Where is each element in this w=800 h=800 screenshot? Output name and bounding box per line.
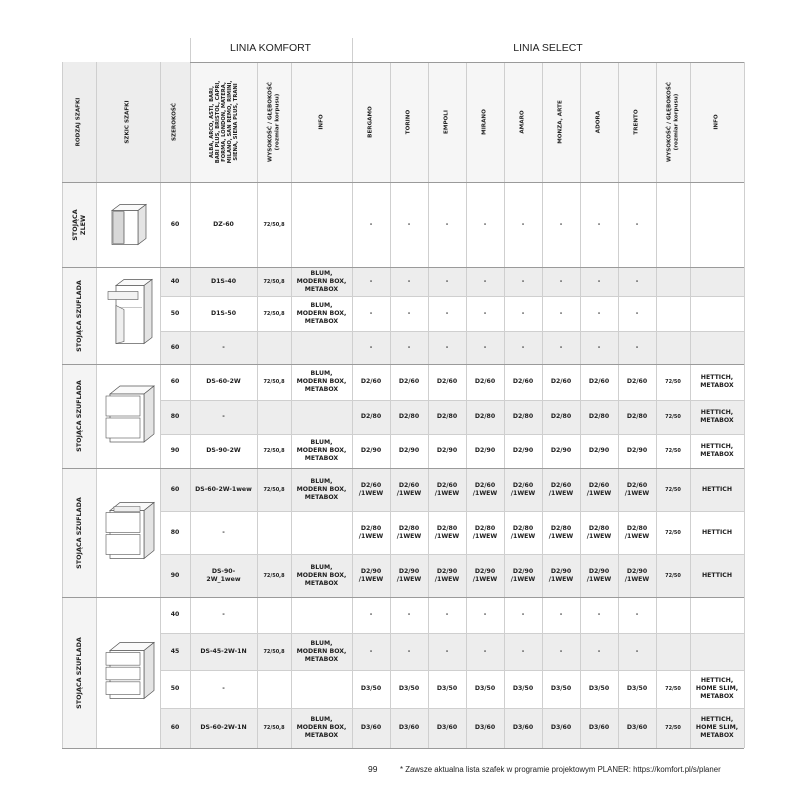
group-type-cell [62,267,96,364]
cell-komfort-info: BLUM, MODERN BOX, METABOX [296,563,347,587]
column-header-label: AMARO [519,110,526,134]
cell-komfort-size: 72/50,8 [263,379,285,385]
cell-select-code: D3/50 [436,685,458,692]
cell-select-info [690,267,744,296]
cell-select-code: - [407,611,411,618]
cell-select-info: HETTICH, METABOX [700,374,734,389]
cell-select-code: D2/60 [512,378,534,385]
cell-select-info [690,182,744,267]
cell-select-code: D2/60 [626,378,648,385]
cell-komfort-size: 72/50,8 [263,310,285,317]
cell-select-code: - [369,611,373,618]
header-group-komfort: LINIA KOMFORT [230,42,311,54]
cell-komfort-code: - [222,343,225,351]
cell-komfort-size [257,670,291,708]
column-header [96,62,160,182]
cell-select-code: D2/90 [512,447,534,454]
cell-select-code: D2/90 /1WEW [548,567,574,583]
cell-komfort-code: DS-60-2W-1N [200,724,247,731]
cell-komfort-info [291,597,352,633]
group-type-label: STOJĄCA SZUFLADA [75,496,83,569]
cell-select-size: 72/50 [665,379,681,385]
column-header [352,62,390,182]
cell-select-code: D2/60 /1WEW [510,481,536,497]
column-header-label: EMPOLI [443,110,450,134]
cell-select-size: 72/50 [665,486,681,493]
cell-select-code: - [635,309,639,317]
cell-komfort-size [257,597,291,633]
cell-width: 40 [170,611,180,618]
two-drawer-cabinet-sketch [96,364,160,468]
cell-width: 60 [170,724,180,731]
cell-select-code: - [559,277,563,285]
column-header [580,62,618,182]
cell-select-code: - [369,220,373,228]
cell-select-code: D2/80 [588,413,610,420]
cell-komfort-code: DS-90- 2W_1wew [206,567,241,583]
cell-width: 60 [170,378,180,385]
column-header-label: MIRANO [481,109,488,135]
group-type-label: STOJĄCA SZUFLADA [75,636,83,709]
cell-select-code: - [521,647,525,655]
cell-select-code: D2/80 /1WEW [510,524,536,540]
cell-select-code: D2/90 [550,447,572,454]
cell-select-info: HETTICH [701,528,732,536]
cell-select-size [656,331,690,364]
group-type-cell [62,597,96,748]
cell-select-code: D3/60 [436,724,458,731]
cell-select-code: D2/80 /1WEW [624,524,650,540]
cell-komfort-size: 72/50,8 [263,448,285,454]
cell-select-code: - [483,309,487,317]
cell-select-code: - [407,647,411,655]
cell-select-code: - [559,309,563,317]
cell-select-code: D3/50 [550,685,572,692]
cell-select-info: HETTICH, HOME SLIM, METABOX [695,677,739,700]
cell-select-code: D2/80 [360,413,382,420]
cell-komfort-info: BLUM, MODERN BOX, METABOX [296,639,347,663]
cell-select-info [690,331,744,364]
column-header-label: TRENTO [633,109,640,135]
cell-width: 90 [170,447,180,454]
cell-select-code: D2/60 [550,378,572,385]
cell-select-code: D2/60 /1WEW [472,481,498,497]
cell-select-code: D2/60 /1WEW [586,481,612,497]
sink-cabinet-sketch [96,182,160,267]
cell-select-code: D2/90 [474,447,496,454]
column-header [428,62,466,182]
cell-select-code: D2/60 /1WEW [434,481,460,497]
cell-select-size [656,633,690,670]
cell-select-code: D2/80 /1WEW [472,524,498,540]
column-header-label: ADORA [595,110,602,134]
column-header-label: INFO [318,114,325,130]
cell-width: 40 [170,277,180,285]
cell-select-code: - [635,611,639,618]
cell-select-code: D2/80 /1WEW [396,524,422,540]
cell-komfort-size [257,400,291,434]
cell-komfort-code: D1S-40 [210,277,237,285]
cell-select-code: - [635,277,639,285]
column-header-label: WYSOKOŚĆ / GŁĘBOKOŚĆ (rozmiar korpusu) [666,82,679,162]
cell-komfort-info [291,400,352,434]
cell-komfort-size: 72/50,8 [263,725,285,731]
column-header-label: SZEROKOŚĆ [171,103,178,141]
cell-select-code: - [597,647,601,655]
cell-select-code: D3/60 [512,724,534,731]
cell-select-code: - [369,647,373,655]
column-header-label: TORINO [405,109,412,135]
cell-komfort-info: BLUM, MODERN BOX, METABOX [296,269,347,293]
cell-select-size: 72/50 [665,448,681,454]
cell-select-code: D2/60 [588,378,610,385]
cell-komfort-size: 72/50,8 [263,572,285,579]
group-type-label: STOJĄCA SZUFLADA [75,380,83,452]
cell-select-code: D3/60 [626,724,648,731]
column-header [160,62,190,182]
cell-select-size [656,182,690,267]
cell-select-code: - [559,220,563,228]
cell-komfort-code: D1S-50 [210,309,237,317]
cell-select-code: - [407,277,411,285]
cell-select-info: HETTICH, METABOX [700,409,734,424]
cell-select-code: - [597,343,601,351]
cell-select-code: D2/80 /1WEW [358,524,384,540]
cell-select-code: D3/50 [398,685,420,692]
cell-select-code: D2/60 [360,378,382,385]
cell-komfort-code: DS-45-2W-1N [200,647,247,655]
cell-komfort-info [291,511,352,554]
page-number: 99 [368,764,378,774]
cell-select-info [690,633,744,670]
column-header [466,62,504,182]
cell-komfort-size: 72/50,8 [263,221,285,228]
cell-select-code: D2/60 [436,378,458,385]
cell-komfort-code: DS-60-2W [206,378,241,385]
cell-select-code: D2/80 /1WEW [548,524,574,540]
cell-select-code: - [445,647,449,655]
cell-select-code: D2/90 [360,447,382,454]
cell-select-code: D2/60 [474,378,496,385]
cell-width: 90 [170,571,180,579]
cell-select-info: HETTICH, HOME SLIM, METABOX [695,716,739,739]
cell-select-code: D3/60 [360,724,382,731]
cell-select-code: D2/80 [550,413,572,420]
cell-select-code: D3/60 [474,724,496,731]
column-header [504,62,542,182]
cell-komfort-info: BLUM, MODERN BOX, METABOX [296,439,347,462]
group-type-label: STOJĄCA ZLEW [71,208,87,241]
cell-select-code: D2/90 [588,447,610,454]
drawer-door-cabinet-sketch [96,267,160,364]
cell-select-code: - [483,220,487,228]
cell-komfort-code: - [222,685,225,692]
cell-select-code: D3/50 [360,685,382,692]
column-header-label: WYSOKOŚĆ / GŁĘBOKOŚĆ (rozmiar korpusu) [267,82,280,162]
cell-komfort-info [291,331,352,364]
cell-width: 60 [170,485,180,493]
cell-select-code: - [445,277,449,285]
cell-select-code: - [521,611,525,618]
cell-select-code: D3/50 [588,685,610,692]
cell-select-code: D2/80 [512,413,534,420]
cell-select-code: D3/60 [398,724,420,731]
cell-komfort-info [291,670,352,708]
cell-select-code: - [559,343,563,351]
column-header [690,62,744,182]
column-header-label: MONZA, ARTE [557,100,564,144]
cell-select-code: D2/90 [436,447,458,454]
cell-select-code: D2/90 /1WEW [396,567,422,583]
cell-select-code: D2/60 /1WEW [624,481,650,497]
column-header [542,62,580,182]
cell-select-code: - [483,611,487,618]
cell-width: 45 [170,647,180,655]
column-header [190,62,257,182]
cell-komfort-info [291,182,352,267]
cell-select-code: - [445,220,449,228]
cell-komfort-code: DS-60-2W-1wew [195,485,252,493]
cell-select-code: - [369,277,373,285]
cell-select-code: - [597,220,601,228]
cell-select-size: 72/50 [665,686,681,692]
cell-select-size: 72/50 [665,414,681,420]
cell-select-code: - [635,647,639,655]
cell-select-code: D3/50 [512,685,534,692]
cell-komfort-info: BLUM, MODERN BOX, METABOX [296,716,347,739]
cell-select-code: D2/90 [398,447,420,454]
footer-note: * Zawsze aktualna lista szafek w programie projektowym PLANER: https://komfort.pl/s/planer [400,765,721,774]
cell-select-code: - [559,611,563,618]
group-type-cell [62,364,96,468]
cell-select-code: D2/80 [626,413,648,420]
cell-select-code: D2/80 /1WEW [586,524,612,540]
cell-komfort-code: - [222,528,225,536]
column-divider [744,62,745,748]
cell-select-code: D2/60 /1WEW [396,481,422,497]
cell-select-code: D2/60 [398,378,420,385]
cell-komfort-size [257,331,291,364]
column-header [291,62,352,182]
cell-select-code: D3/50 [626,685,648,692]
row-divider [62,748,744,749]
cell-width: 50 [170,685,180,692]
cell-select-code: - [407,343,411,351]
cell-select-code: - [445,611,449,618]
column-header-label: RODZAJ SZAFKI [75,97,82,147]
cell-select-info: HETTICH [701,571,732,579]
cell-select-code: D2/90 /1WEW [434,567,460,583]
cell-select-code: - [407,220,411,228]
cell-select-code: D3/50 [474,685,496,692]
cell-select-code: D2/80 /1WEW [434,524,460,540]
column-header [62,62,96,182]
cell-select-code: D2/60 /1WEW [548,481,574,497]
cell-width: 50 [170,309,180,317]
cell-select-info: HETTICH, METABOX [700,443,734,458]
cell-select-code: D3/60 [588,724,610,731]
cell-select-code: D2/90 [626,447,648,454]
cell-select-code: - [597,611,601,618]
cell-komfort-info: BLUM, MODERN BOX, METABOX [296,370,347,393]
cell-komfort-code: - [222,611,225,618]
cell-select-code: - [635,220,639,228]
cell-select-code: D2/90 /1WEW [472,567,498,583]
cell-width: 80 [170,413,180,420]
cell-komfort-size [257,511,291,554]
cell-width: 60 [170,343,180,351]
three-drawer-cabinet-sketch [96,597,160,748]
cell-select-code: - [445,343,449,351]
cell-select-size [656,597,690,633]
two-drawer-inner-cabinet-sketch [96,468,160,597]
cell-komfort-info: BLUM, MODERN BOX, METABOX [296,301,347,325]
cell-select-size: 72/50 [665,572,681,579]
column-header [656,62,690,182]
cell-select-code: - [483,647,487,655]
cell-select-code: - [521,220,525,228]
cell-select-code: - [635,343,639,351]
cell-select-code: D2/60 /1WEW [358,481,384,497]
cell-select-size [656,296,690,331]
cell-select-code: D2/90 /1WEW [586,567,612,583]
cell-select-info [690,296,744,331]
cell-select-size: 72/50 [665,529,681,536]
column-header [390,62,428,182]
cell-select-code: D2/80 [398,413,420,420]
group-type-cell [62,182,96,267]
cell-select-code: - [597,309,601,317]
header-group-select: LINIA SELECT [513,42,583,54]
cell-select-code: D2/90 /1WEW [624,567,650,583]
cell-select-code: D3/60 [550,724,572,731]
column-header-label: ALBA, ARCO, ASTI, BARI, BARI PLUS, BRISTOL, CAPRI, FORMA, LONDON, MATERA, MILANO, SAN REMO, RIMINI, SIENA, SIENA PLUS, TRANI [208,80,239,164]
cell-width: 80 [170,528,180,536]
cell-select-code: - [445,309,449,317]
cell-select-info [690,597,744,633]
group-type-cell [62,468,96,597]
column-header [257,62,291,182]
cell-select-info: HETTICH [701,485,732,493]
cell-komfort-size: 72/50,8 [263,648,285,655]
cell-select-code: - [483,277,487,285]
cell-komfort-size: 72/50,8 [263,486,285,493]
cell-komfort-info: BLUM, MODERN BOX, METABOX [296,477,347,501]
cell-select-code: - [521,309,525,317]
cell-komfort-code: DZ-60 [213,220,234,228]
cell-select-code: - [521,277,525,285]
cell-select-code: - [407,309,411,317]
column-header-label: INFO [713,114,720,130]
cell-komfort-size: 72/50,8 [263,278,285,285]
cell-select-code: D2/90 /1WEW [358,567,384,583]
group-type-label: STOJĄCA SZUFLADA [75,279,83,352]
column-header-label: SZKIC SZAFKI [124,100,131,144]
cell-select-code: - [521,343,525,351]
cell-komfort-code: DS-90-2W [206,447,241,454]
column-header-label: BERGAMO [367,106,374,138]
cell-select-size [656,267,690,296]
cell-select-size: 72/50 [665,725,681,731]
cell-select-code: - [559,647,563,655]
cell-select-code: - [369,309,373,317]
cell-select-code: - [369,343,373,351]
cell-width: 60 [170,220,180,228]
column-header [618,62,656,182]
cell-komfort-code: - [222,413,225,420]
cell-select-code: D2/90 /1WEW [510,567,536,583]
cell-select-code: - [483,343,487,351]
cell-select-code: - [597,277,601,285]
cell-select-code: D2/80 [474,413,496,420]
cell-select-code: D2/80 [436,413,458,420]
